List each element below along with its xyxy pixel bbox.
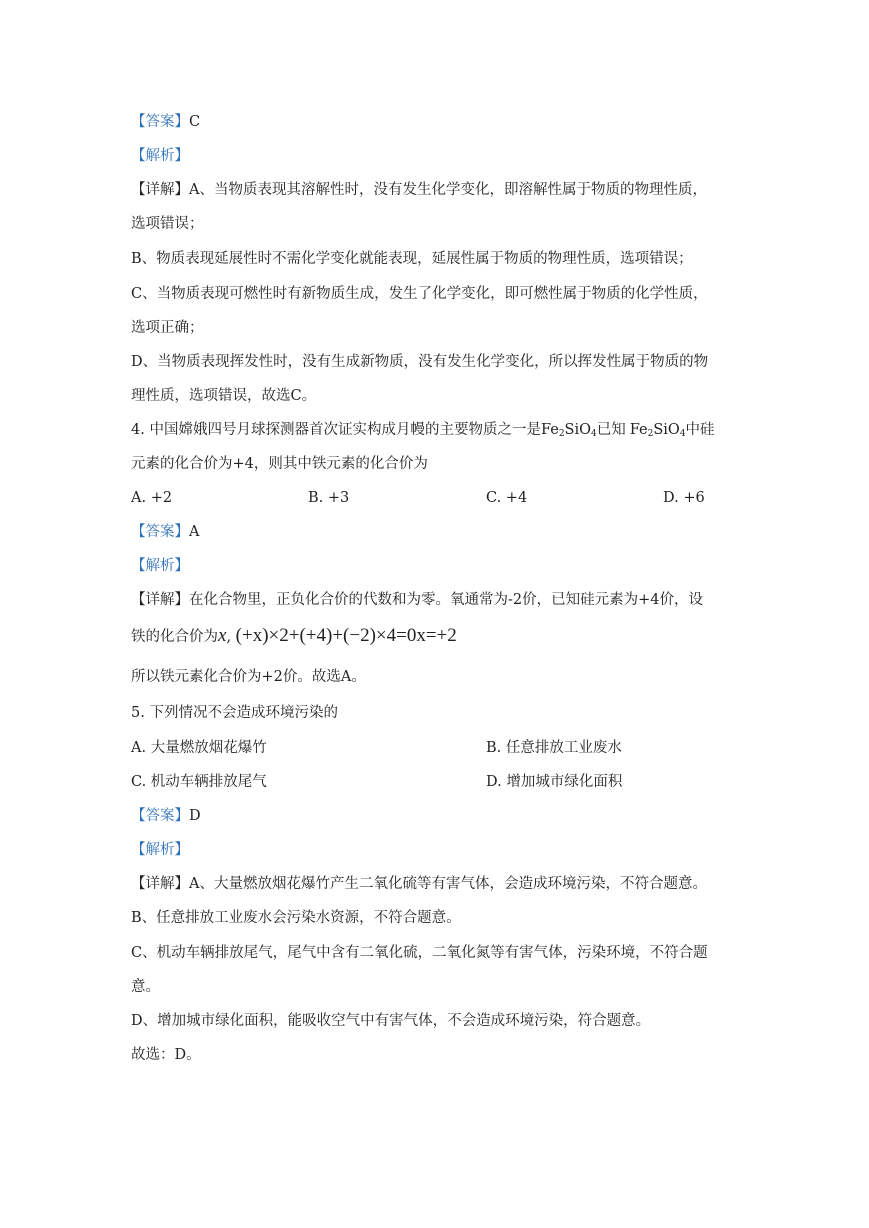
comma: , (226, 629, 236, 645)
q3-detail-line: 理性质，选项错误，故选C。 (131, 388, 317, 404)
q5-analysis (131, 840, 189, 860)
q5-stem: 5. 下列情况不会造成环境污染的 (131, 705, 338, 721)
formula-sio: SiO (564, 422, 592, 438)
formula (630, 422, 686, 438)
q4-stem-text: 4. 中国嫦娥四号月球探测器首次证实构成月幔的主要物质之一是 (131, 422, 541, 438)
answer-label: 【答案】 (131, 808, 189, 824)
q4-stem-text: 已知 (596, 422, 626, 438)
detail-label: 【详解】 (131, 182, 189, 198)
q3-detail-line: B、物质表现延展性时不需化学变化就能表现，延展性属于物质的物理性质，选项错误； (131, 251, 693, 267)
q5-option-b: B. 任意排放工业废水 (486, 740, 622, 756)
q4-option-d: D. +6 (663, 490, 705, 506)
detail-text: A、当物质表现其溶解性时，没有发生化学变化，即溶解性属于物质的物理性质， (189, 182, 707, 198)
answer-value: D (189, 808, 201, 824)
formula-subscript: 4 (679, 429, 686, 439)
detail-text: A、大量燃放烟花爆竹产生二氧化硫等有害气体，会造成环境污染，不符合题意。 (189, 876, 707, 892)
q5-detail-line: 意。 (131, 979, 160, 995)
q4-option-c: C. +4 (486, 490, 528, 506)
q5-answer (131, 806, 201, 826)
detail-text: 铁的化合价为 (131, 629, 218, 645)
q3-detail-line: C、当物质表现可燃性时有新物质生成，发生了化学变化，即可燃性属于物质的化学性质， (131, 286, 708, 302)
answer-value: A (189, 524, 200, 540)
q4-stem (131, 420, 715, 444)
q3-analysis (131, 146, 189, 166)
q5-detail-line (131, 874, 707, 894)
q4-detail-line (131, 626, 457, 647)
q5-detail-line: C、机动车辆排放尾气，尾气中含有二氧化硫，二氧化氮等有害气体，污染环境，不符合题 (131, 945, 708, 961)
q4-option-b: B. +3 (308, 490, 350, 506)
math-var: x (218, 625, 227, 646)
q4-stem-line2: 元素的化合价为+4，则其中铁元素的化合价为 (131, 456, 428, 472)
formula-fe: Fe (540, 422, 559, 438)
formula-subscript: 4 (591, 429, 597, 439)
math-equation: (+x)×2+(+4)+(−2)×4=0x=+2 (235, 625, 457, 646)
analysis-label: 【解析】 (131, 148, 189, 164)
q4-option-a: A. +2 (131, 490, 173, 506)
q4-detail-line (131, 590, 703, 610)
q3-answer (131, 112, 200, 132)
answer-value: C (189, 114, 201, 130)
q3-detail-line: 选项正确； (131, 320, 204, 336)
analysis-label: 【解析】 (131, 558, 189, 574)
formula-sio: SiO (653, 422, 680, 438)
formula (541, 422, 597, 438)
q5-detail-line: B、任意排放工业废水会污染水资源，不符合题意。 (131, 910, 461, 926)
formula-subscript: 2 (558, 429, 565, 439)
formula-fe: Fe (629, 422, 648, 438)
answer-label: 【答案】 (131, 524, 189, 540)
q5-option-a: A. 大量燃放烟花爆竹 (131, 740, 267, 756)
q4-analysis (131, 556, 189, 576)
q5-detail-line: D、增加城市绿化面积，能吸收空气中有害气体，不会造成环境污染，符合题意。 (131, 1013, 651, 1029)
q3-detail-line (131, 180, 707, 200)
q5-detail-line: 故选：D。 (131, 1047, 201, 1063)
q4-answer (131, 522, 199, 542)
q5-option-c: C. 机动车辆排放尾气 (131, 774, 267, 790)
answer-label: 【答案】 (131, 114, 189, 130)
detail-label: 【详解】 (131, 592, 189, 608)
q5-option-d: D. 增加城市绿化面积 (486, 774, 623, 790)
q4-detail-line: 所以铁元素化合价为+2价。故选A。 (131, 669, 366, 685)
detail-label: 【详解】 (131, 876, 189, 892)
analysis-label: 【解析】 (131, 842, 189, 858)
q3-detail-line: 选项错误； (131, 216, 204, 232)
formula-subscript: 2 (647, 429, 654, 439)
q4-stem-text: 中硅 (685, 422, 715, 438)
detail-text: 在化合物里，正负化合价的代数和为零。氧通常为-2价，已知硅元素为+4价，设 (189, 592, 703, 608)
q3-detail-line: D、当物质表现挥发性时，没有生成新物质，没有发生化学变化，所以挥发性属于物质的物 (131, 354, 709, 370)
